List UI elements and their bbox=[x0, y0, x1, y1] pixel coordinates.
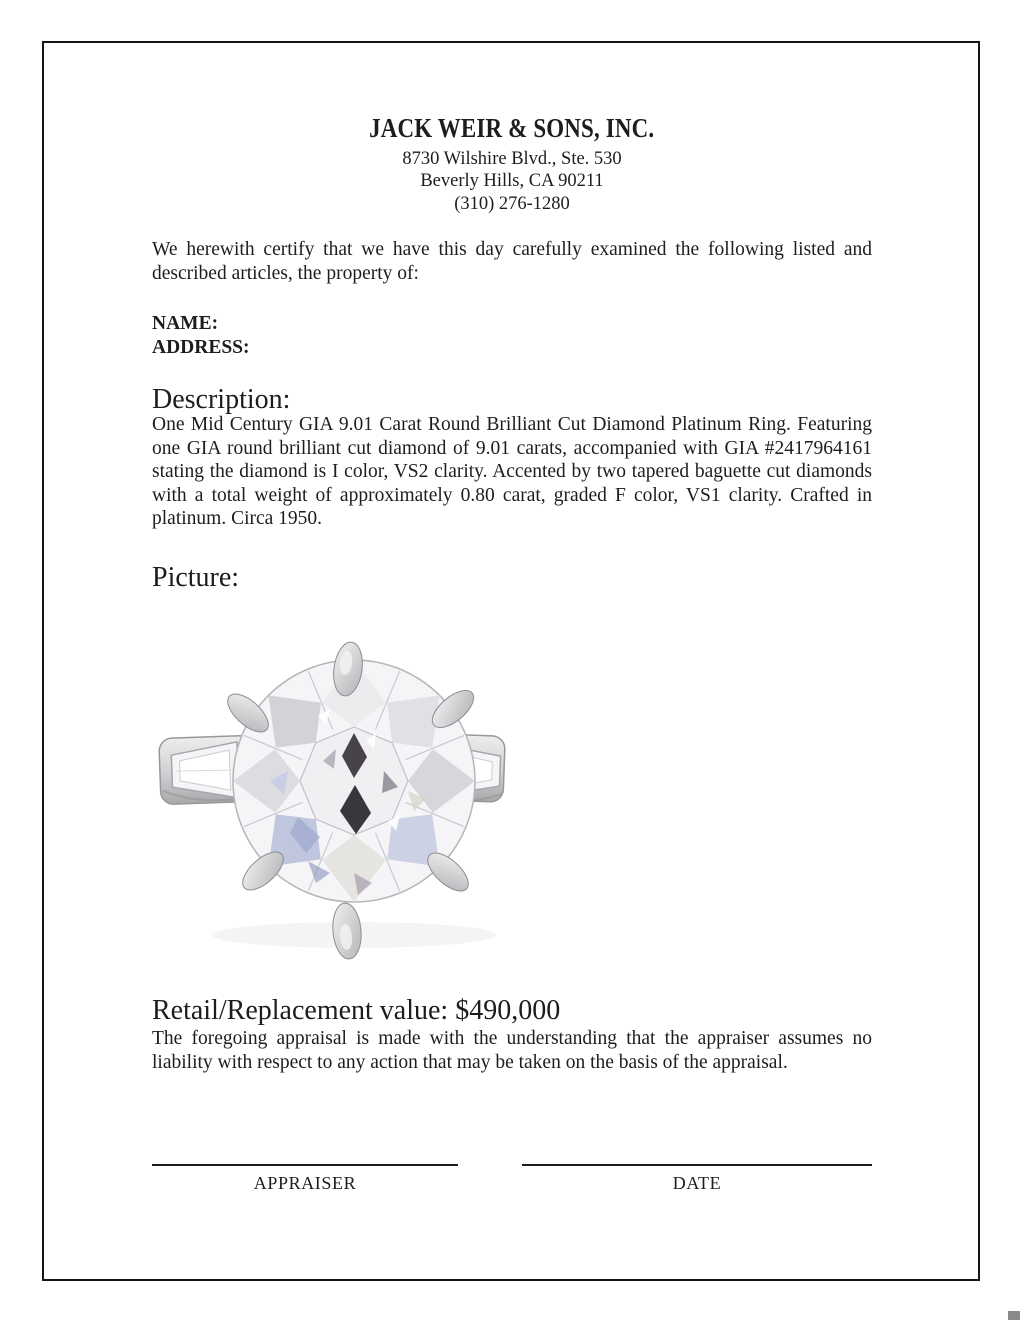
owner-fields bbox=[152, 312, 872, 359]
ring-photo bbox=[156, 621, 520, 969]
company-name-text: JACK WEIR & SONS, INC. bbox=[369, 113, 655, 143]
company-name bbox=[152, 112, 872, 144]
company-address-line1: 8730 Wilshire Blvd., Ste. 530 bbox=[402, 149, 622, 169]
company-address bbox=[152, 148, 872, 215]
valuation-heading bbox=[152, 994, 872, 1027]
certification-text: We herewith certify that we have this day carefully examined the following listed and described articles, the property of: bbox=[152, 239, 872, 284]
ring-photo-illustration bbox=[156, 621, 520, 969]
name-label: NAME: bbox=[152, 313, 219, 334]
page-corner-mark bbox=[1008, 1311, 1020, 1320]
date-label: DATE bbox=[672, 1173, 722, 1193]
company-phone: (310) 276-1280 bbox=[454, 193, 570, 214]
company-address-line2: Beverly Hills, CA 90211 bbox=[420, 171, 604, 192]
date-signature-line bbox=[522, 1164, 872, 1194]
disclaimer-text: The foregoing appraisal is made with the understanding that the appraiser assumes no liability with respect to any action that may be taken on the basis of the appraisal. bbox=[152, 1028, 872, 1073]
description-text: One Mid Century GIA 9.01 Carat Round Brilliant Cut Diamond Platinum Ring. Featuring one GIA round brilliant cut diamond of 9.01 carats, accompanied with GIA #2417964161 stating the diamond is I color, VS2 clarity. Accented by two tapered baguette cut diamonds with a total weight of approximately 0.80 carat, graded F color, VS1 clarity. Crafted in platinum. Circa 1950. bbox=[152, 414, 872, 530]
appraiser-signature-line bbox=[152, 1164, 458, 1194]
valuation-label: Retail/Replacement value: bbox=[152, 995, 449, 1026]
description-heading: Description: bbox=[152, 384, 291, 415]
appraiser-label: APPRAISER bbox=[253, 1173, 357, 1193]
valuation-amount: $490,000 bbox=[455, 995, 561, 1026]
address-label: ADDRESS: bbox=[152, 336, 250, 358]
picture-heading: Picture: bbox=[152, 562, 240, 593]
